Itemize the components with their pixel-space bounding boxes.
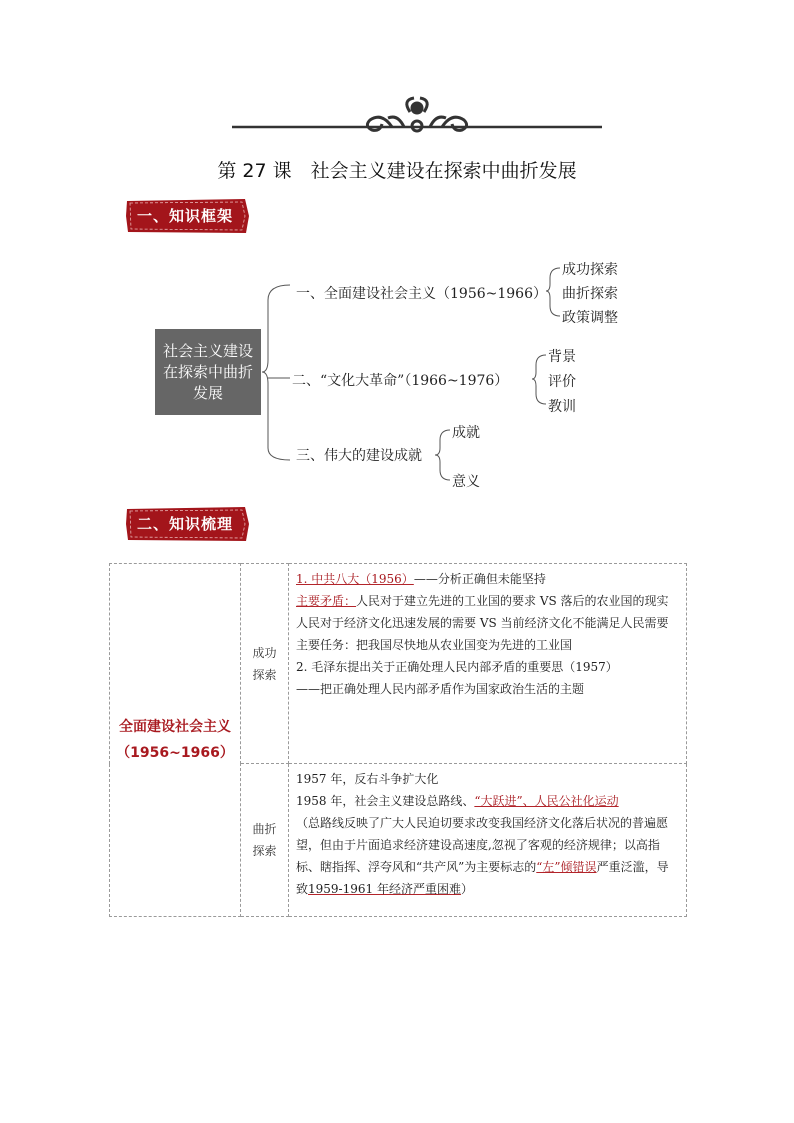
branch-1-child-1: 成功探索 xyxy=(562,262,618,278)
detail-text: （总路线反映了广大人民迫切要求改变我国经济文化落后状况的普遍愿望，但由于片面追求经济建设高速度,忽视了客观的经济规律；以高指标、瞎指挥、浮夸风和“共产风”为主要标志的 xyxy=(296,816,669,874)
table-row xyxy=(110,564,687,764)
detail-emphasis: 1959-1961 年经济严重困难 xyxy=(308,882,461,896)
detail-emphasis: “左”倾错误 xyxy=(536,860,597,874)
detail-paragraph xyxy=(296,812,680,900)
detail-text: ） xyxy=(460,882,473,896)
branch-3-child-2: 意义 xyxy=(452,474,480,490)
detail-line: 人民对于经济文化迅速发展的需要 VS 当前经济文化不能满足人民需要 xyxy=(296,616,669,630)
detail-text: 严重泛滥，导致 xyxy=(296,860,669,896)
branch-2-child-3: 教训 xyxy=(548,399,576,415)
detail-emphasis: 主要矛盾： xyxy=(296,594,357,608)
period-name: 全面建设社会主义 xyxy=(119,719,231,735)
detail-cell-success xyxy=(289,564,687,764)
knowledge-table xyxy=(109,563,687,917)
period-years: （1956~1966） xyxy=(116,745,234,761)
detail-cell-setback xyxy=(289,764,687,917)
center-line-1: 社会主义建设 xyxy=(162,341,253,360)
detail-emphasis: “大跃进”、人民公社化运动 xyxy=(474,794,619,808)
subcategory-line: 成功 xyxy=(252,645,277,660)
branch-3-label: 三、伟大的建设成就 xyxy=(296,448,422,464)
detail-line xyxy=(296,568,680,590)
subcategory-cell xyxy=(241,564,289,764)
detail-text: ——分析正确但未能坚持 xyxy=(413,572,546,586)
detail-line: 主要任务：把我国尽快地从农业国变为先进的工业国 xyxy=(296,638,573,652)
page-title: 第 27 课 社会主义建设在探索中曲折发展 xyxy=(217,160,577,182)
section-tag-label: 一、知识框架 xyxy=(137,207,234,225)
detail-line: 2. 毛泽东提出关于正确处理人民内部矛盾的重要思（1957） xyxy=(296,660,618,674)
detail-line xyxy=(296,790,680,812)
detail-text: 1958 年，社会主义建设总路线、 xyxy=(296,794,475,808)
detail-line xyxy=(296,590,680,612)
center-line-3: 发展 xyxy=(192,383,223,402)
detail-line: 1957 年，反右斗争扩大化 xyxy=(296,772,439,786)
subcategory-line: 曲折 xyxy=(252,822,277,836)
subcategory-line: 探索 xyxy=(252,667,277,682)
detail-line: ——把正确处理人民内部矛盾作为国家政治生活的主题 xyxy=(296,682,585,696)
branch-2-child-2: 评价 xyxy=(548,374,576,390)
branch-1-child-2: 曲折探索 xyxy=(562,286,618,302)
branch-3-child-1: 成就 xyxy=(452,425,480,441)
branch-2-child-1: 背景 xyxy=(548,349,576,365)
branch-2-label: 二、“文化大革命”（1966~1976） xyxy=(292,373,509,389)
mindmap-center-node xyxy=(155,329,261,415)
center-line-2: 在探索中曲折 xyxy=(162,362,253,381)
mindmap-connectors xyxy=(0,0,794,520)
period-cell xyxy=(110,564,241,917)
subcategory-cell xyxy=(241,764,289,917)
detail-text: 人民对于建立先进的工业国的要求 VS 落后的农业国的现实 xyxy=(356,594,669,608)
section-tag-review xyxy=(125,506,251,542)
branch-1-child-3: 政策调整 xyxy=(562,310,618,326)
detail-emphasis: 1. 中共八大（1956） xyxy=(296,572,414,586)
subcategory-line: 探索 xyxy=(252,844,277,858)
branch-1-label: 一、全面建设社会主义（1956~1966） xyxy=(296,286,547,302)
section-tag-label: 二、知识梳理 xyxy=(137,515,234,533)
